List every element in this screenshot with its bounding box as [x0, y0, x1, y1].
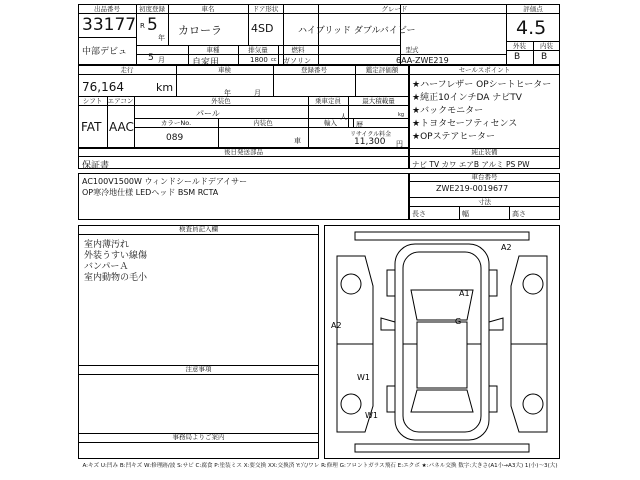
damage-mark-left-rear: W1: [357, 373, 370, 382]
damage-diagram: [324, 225, 560, 459]
fuel: ガソリン: [283, 57, 311, 65]
era: R: [140, 22, 145, 30]
parts-label: 後日発送部品: [224, 148, 263, 156]
int-color-label: 内装色: [253, 119, 273, 127]
disp-unit: cc: [271, 57, 277, 63]
sales-point-1: ★ハーフレザー OPシートヒーター: [412, 80, 552, 90]
ac: AAC: [109, 120, 134, 134]
color: パール: [196, 109, 220, 118]
inspector-line-4: 室内動物の毛小: [84, 273, 148, 283]
car-name-label: 車名: [201, 5, 215, 13]
repair-label: 鑑定評価額: [365, 66, 399, 74]
inspect-label: 車検: [218, 66, 231, 74]
doors: 4SD: [251, 22, 274, 35]
debut-label: 中部デビュ: [82, 47, 128, 57]
hist-label: 歴: [356, 121, 363, 129]
sales-point-4: ★トヨタセーフティセンス: [412, 119, 518, 129]
chassis-label: 車台番号: [471, 173, 498, 181]
recycle: 11,300: [354, 137, 386, 147]
int-grade: B: [541, 52, 548, 62]
chassis-no: ZWE219-0019677: [436, 184, 509, 193]
color-label: 外装色: [211, 97, 231, 105]
seats-unit: 人: [340, 113, 347, 121]
caution-label: 注意事項: [185, 365, 212, 373]
len-label: 長さ: [412, 210, 426, 218]
legend: A:キズ U:凹み B:凹キズ W:修理跡/波 S:サビ C:腐食 P:塗装ミス X:要交換 XX:交換済 Y:穴/ワレ R:修理 G:フロントガラス飛石 E:エクボ ★:パネル交換 数字:大きさ(A1小→A3大) 1(小)～3(大): [82, 463, 558, 469]
damage-mark-left-side: A2: [331, 321, 342, 330]
recycle-unit: 円: [396, 140, 403, 148]
import-label: 輸入: [324, 119, 337, 127]
shift-label: シフト: [82, 97, 103, 105]
month-unit: 月: [158, 56, 165, 64]
grade: ハイブリッド ダブルバイビー: [298, 26, 416, 36]
equip: ナビ TV カワ エアB アルミ PS PW: [412, 160, 530, 169]
color-no-label: カラーNo.: [160, 119, 192, 127]
inspector-line-2: 外装うすい線傷: [84, 251, 148, 261]
lot-no-label: 出品番号: [94, 5, 120, 13]
auction-sheet: [78, 4, 560, 459]
int-label: 内装: [540, 42, 553, 50]
plate-label: 登録番号: [301, 66, 327, 74]
fuel-label: 燃料: [291, 46, 305, 54]
dim-label: 寸法: [478, 198, 491, 206]
period-label: 車: [294, 137, 301, 145]
year-unit: 年: [158, 34, 165, 42]
reg-month: 5: [148, 53, 154, 63]
ext-label: 外装: [513, 42, 526, 50]
doors-label: ドア形状: [252, 5, 279, 13]
mileage-unit: km: [156, 81, 174, 94]
model-label: 型式: [405, 46, 419, 54]
notes-line-2: OP寒冷地仕様 LEDヘッド BSM RCTA: [82, 188, 219, 197]
disp: 1800: [250, 56, 268, 64]
inspect-month-unit: 月: [254, 89, 261, 97]
score: 4.5: [516, 17, 547, 39]
sales-point-5: ★OPステアヒーター: [412, 132, 496, 142]
office-label: 事務局よりご案内: [172, 433, 225, 441]
first-reg-label: 初度登録: [139, 5, 165, 13]
load-unit: kg: [398, 112, 405, 118]
recycle-label: リサイクル料金: [350, 131, 392, 138]
color-no: 089: [166, 133, 184, 143]
damage-mark-hood: A1: [459, 289, 470, 298]
equip-label: 純正装備: [471, 148, 498, 156]
damage-mark-front-right: A2: [501, 243, 512, 252]
reg-year: 5: [147, 15, 158, 35]
width-label: 幅: [462, 210, 469, 218]
inspect-year-unit: 年: [224, 89, 231, 97]
height-label: 高さ: [512, 210, 526, 218]
damage-mark-windshield: G: [455, 317, 462, 326]
shift: FAT: [81, 120, 102, 134]
load-label: 最大積載量: [362, 97, 395, 105]
sales-label: セールスポイント: [458, 66, 511, 74]
car-name: カローラ: [178, 24, 222, 37]
damage-mark-rear-bumper: W1: [365, 411, 378, 420]
type: 自家用: [192, 58, 220, 68]
ac-label: エアコン: [107, 97, 134, 105]
lot-no: 33177: [82, 15, 137, 35]
notes-line-1: AC100V1500W ウィンドシールドデアイサー: [82, 177, 248, 186]
type-label: 車種: [206, 46, 220, 54]
inspector-label: 検査員記入欄: [179, 225, 218, 233]
sales-point-2: ★純正10インチDA ナビTV: [412, 93, 522, 103]
seats-label: 乗車定員: [315, 97, 341, 105]
ext-grade: B: [514, 52, 521, 62]
sales-point-3: ★バックモニター: [412, 106, 484, 116]
disp-label: 排気量: [248, 46, 268, 54]
mileage: 76,164: [82, 80, 124, 94]
model: 6AA-ZWE219: [396, 56, 449, 65]
inspector-line-3: バンパーＡ: [84, 262, 129, 272]
score-label: 評価点: [523, 5, 543, 13]
parts-value: 保証書: [82, 161, 110, 171]
grade-label: グレード: [381, 5, 408, 13]
inspector-line-1: 室内薄汚れ: [84, 240, 130, 250]
mileage-label: 走行: [120, 66, 134, 74]
car-diagram-svg: [325, 226, 559, 458]
